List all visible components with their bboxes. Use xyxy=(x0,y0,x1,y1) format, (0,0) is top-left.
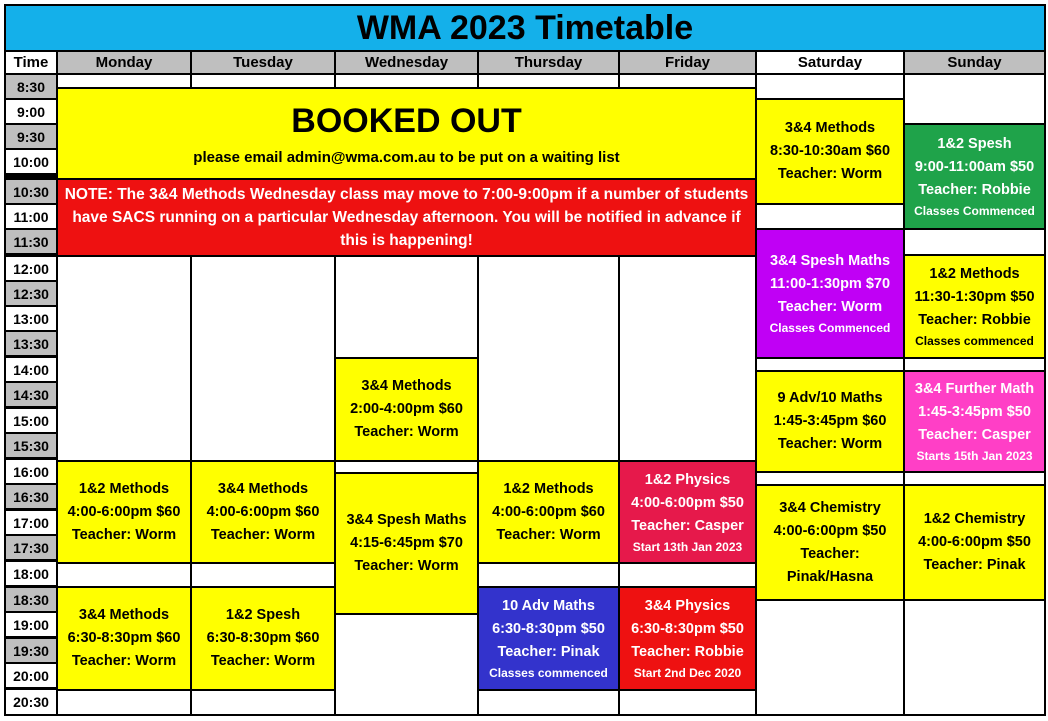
class-time: 11:30-1:30pm $50 xyxy=(914,289,1035,305)
class-time: 9:00-11:00am $50 xyxy=(914,159,1035,175)
empty-slot xyxy=(336,75,477,87)
class-name: 3&4 Chemistry xyxy=(779,499,881,516)
class-time: 2:00-4:00pm $60 xyxy=(350,401,463,417)
class-time: 8:30-10:30am $60 xyxy=(769,143,891,159)
class-name: 3&4 Further Math xyxy=(914,381,1035,397)
time-slot: 19:00 xyxy=(6,613,56,636)
time-slot: 17:30 xyxy=(6,536,56,559)
class-block-sunday-spesh[interactable] xyxy=(905,125,1044,228)
empty-slot xyxy=(757,205,903,228)
time-slot: 18:00 xyxy=(6,562,56,585)
class-teacher: Teacher: Worm xyxy=(210,526,316,543)
class-block-thursday-adv[interactable] xyxy=(479,588,618,689)
time-slot: 16:30 xyxy=(6,485,56,508)
empty-slot xyxy=(757,473,903,484)
class-note: Classes Commenced xyxy=(914,204,1035,218)
class-block-sunday-chemistry[interactable] xyxy=(905,486,1044,599)
class-teacher: Teacher: Worm xyxy=(496,526,601,543)
class-block-saturday-adv[interactable] xyxy=(757,372,903,471)
time-slot: 8:30 xyxy=(6,75,56,98)
day-header-sunday: Sunday xyxy=(905,52,1044,73)
booked-out-heading: BOOKED OUT xyxy=(291,101,522,140)
wednesday-note: NOTE: The 3&4 Methods Wednesday class may move to 7:00-9:00pm if a number of students have SACS running on a particular Wednesday afternoon. You will be notified in advance if this is happening! xyxy=(58,180,755,255)
class-time: 4:15-6:45pm $70 xyxy=(350,535,463,551)
class-time: 6:30-8:30pm $60 xyxy=(206,630,320,646)
class-block-thursday-methods12[interactable] xyxy=(479,462,618,562)
class-teacher: Teacher: Worm xyxy=(354,558,459,574)
time-slot: 20:00 xyxy=(6,664,56,687)
class-note: Classes commenced xyxy=(915,334,1034,348)
time-slot: 11:30 xyxy=(6,230,56,253)
empty-slot xyxy=(479,691,618,714)
class-note: Start 2nd Dec 2020 xyxy=(633,666,742,680)
empty-slot xyxy=(757,75,903,98)
class-time: 11:00-1:30pm $70 xyxy=(769,276,891,292)
class-time: 4:00-6:00pm $50 xyxy=(631,494,744,511)
class-teacher: Teacher: Worm xyxy=(777,436,883,452)
class-name: 1&2 Spesh xyxy=(225,607,301,623)
class-time: 4:00-6:00pm $60 xyxy=(67,503,181,520)
class-note: Start 13th Jan 2023 xyxy=(632,539,743,554)
empty-slot xyxy=(192,257,334,460)
class-name: 3&4 Spesh Maths xyxy=(769,253,891,269)
time-slot: 14:00 xyxy=(6,358,56,381)
class-block-friday-physics12[interactable] xyxy=(620,462,755,562)
class-name: 3&4 Methods xyxy=(784,120,876,136)
class-teacher: Teacher: xyxy=(800,545,860,562)
timetable-title: WMA 2023 Timetable xyxy=(6,6,1044,50)
empty-slot xyxy=(192,75,334,87)
class-note: Classes commenced xyxy=(489,666,608,680)
empty-slot xyxy=(620,257,755,460)
class-block-sunday-further[interactable] xyxy=(905,372,1044,471)
empty-slot xyxy=(905,473,1044,484)
time-slot: 12:30 xyxy=(6,282,56,305)
empty-slot xyxy=(620,691,755,714)
time-slot: 12:00 xyxy=(6,257,56,280)
empty-slot xyxy=(479,257,618,460)
class-teacher: Teacher: Worm xyxy=(71,526,177,543)
empty-slot xyxy=(336,257,477,357)
class-name: 9 Adv/10 Maths xyxy=(777,390,883,406)
class-time: 6:30-8:30pm $60 xyxy=(67,630,181,646)
class-teacher: Teacher: Pinak xyxy=(923,557,1026,573)
time-header: Time xyxy=(6,52,56,73)
time-slot: 15:00 xyxy=(6,409,56,432)
class-block-saturday-spesh[interactable] xyxy=(757,230,903,357)
class-teacher: Teacher: Worm xyxy=(777,166,883,182)
class-name: 1&2 Physics xyxy=(644,471,731,488)
empty-slot xyxy=(757,601,903,714)
empty-slot xyxy=(58,564,190,586)
class-time: 6:30-8:30pm $50 xyxy=(492,621,605,637)
class-note: Classes Commenced xyxy=(769,321,891,335)
class-teacher: Teacher: Casper xyxy=(918,427,1031,443)
empty-slot xyxy=(620,564,755,586)
class-name: 3&4 Physics xyxy=(644,598,731,614)
class-teacher: Teacher: Worm xyxy=(71,653,177,669)
time-slot: 10:30 xyxy=(6,180,56,203)
day-header-thursday: Thursday xyxy=(479,52,618,73)
class-name: 1&2 Spesh xyxy=(937,136,1012,152)
empty-slot xyxy=(192,564,334,586)
time-slot: 19:30 xyxy=(6,639,56,662)
class-block-saturday-methods[interactable] xyxy=(757,100,903,203)
class-name: 1&2 Methods xyxy=(503,480,594,497)
class-block-tuesday-methods34[interactable] xyxy=(192,462,334,562)
class-block-wednesday-spesh[interactable] xyxy=(336,474,477,613)
time-slot: 13:30 xyxy=(6,332,56,355)
day-header-friday: Friday xyxy=(620,52,755,73)
time-slot: 18:30 xyxy=(6,588,56,611)
class-block-saturday-chemistry[interactable] xyxy=(757,486,903,599)
class-block-wednesday-methods[interactable] xyxy=(336,359,477,460)
class-teacher-names: Pinak/Hasna xyxy=(786,568,874,585)
day-header-tuesday: Tuesday xyxy=(192,52,334,73)
empty-slot xyxy=(905,601,1044,714)
empty-slot xyxy=(757,359,903,370)
empty-slot xyxy=(620,75,755,87)
class-teacher: Teacher: Worm xyxy=(210,653,316,669)
class-time: 1:45-3:45pm $50 xyxy=(918,404,1031,420)
class-name: 3&4 Spesh Maths xyxy=(346,512,467,528)
class-block-tuesday-spesh[interactable] xyxy=(192,588,334,689)
class-time: 6:30-8:30pm $50 xyxy=(631,621,744,637)
empty-slot xyxy=(905,75,1044,123)
time-slot: 17:00 xyxy=(6,511,56,534)
class-name: 3&4 Methods xyxy=(217,480,309,497)
time-slot: 14:30 xyxy=(6,383,56,406)
time-slot: 11:00 xyxy=(6,205,56,228)
time-slot: 13:00 xyxy=(6,307,56,330)
class-teacher: Teacher: Pinak xyxy=(497,644,600,660)
day-header-saturday: Saturday xyxy=(757,52,903,73)
class-teacher: Teacher: Worm xyxy=(777,299,883,315)
class-block-monday-methods34[interactable] xyxy=(58,588,190,689)
booked-out-banner xyxy=(58,89,755,178)
class-block-sunday-methods[interactable] xyxy=(905,256,1044,357)
day-header-wednesday: Wednesday xyxy=(336,52,477,73)
empty-slot xyxy=(192,691,334,714)
class-time: 4:00-6:00pm $50 xyxy=(918,534,1031,550)
class-name: 3&4 Methods xyxy=(361,378,452,394)
class-name: 10 Adv Maths xyxy=(502,598,595,614)
time-slot: 16:00 xyxy=(6,460,56,483)
empty-slot xyxy=(336,615,477,714)
class-time: 4:00-6:00pm $60 xyxy=(206,503,320,520)
empty-slot xyxy=(58,75,190,87)
time-slot: 20:30 xyxy=(6,690,56,714)
waiting-list-message: please email admin@wma.com.au to be put on a waiting list xyxy=(193,148,620,166)
class-block-friday-physics34[interactable] xyxy=(620,588,755,689)
empty-slot xyxy=(479,75,618,87)
timetable-grid xyxy=(4,4,1046,716)
class-time: 4:00-6:00pm $50 xyxy=(773,522,887,539)
empty-slot xyxy=(905,230,1044,254)
class-name: 1&2 Methods xyxy=(78,480,170,497)
day-header-monday: Monday xyxy=(58,52,190,73)
empty-slot xyxy=(479,564,618,586)
class-time: 1:45-3:45pm $60 xyxy=(773,413,887,429)
class-name: 3&4 Methods xyxy=(78,607,170,623)
time-slot: 9:30 xyxy=(6,125,56,148)
class-teacher: Teacher: Robbie xyxy=(918,312,1031,328)
class-teacher: Teacher: Robbie xyxy=(631,644,744,660)
time-slot: 15:30 xyxy=(6,434,56,457)
time-slot: 9:00 xyxy=(6,100,56,123)
class-teacher: Teacher: Casper xyxy=(631,517,744,534)
class-block-monday-methods12[interactable] xyxy=(58,462,190,562)
class-note: Starts 15th Jan 2023 xyxy=(916,449,1033,463)
class-teacher: Teacher: Worm xyxy=(354,424,459,440)
empty-slot xyxy=(58,257,190,460)
class-time: 4:00-6:00pm $60 xyxy=(492,503,605,520)
empty-slot xyxy=(336,462,477,472)
empty-slot xyxy=(58,691,190,714)
class-name: 1&2 Methods xyxy=(929,266,1020,282)
time-slot: 10:00 xyxy=(6,150,56,173)
class-name: 1&2 Chemistry xyxy=(923,511,1026,527)
class-teacher: Teacher: Robbie xyxy=(918,182,1031,198)
empty-slot xyxy=(905,359,1044,370)
